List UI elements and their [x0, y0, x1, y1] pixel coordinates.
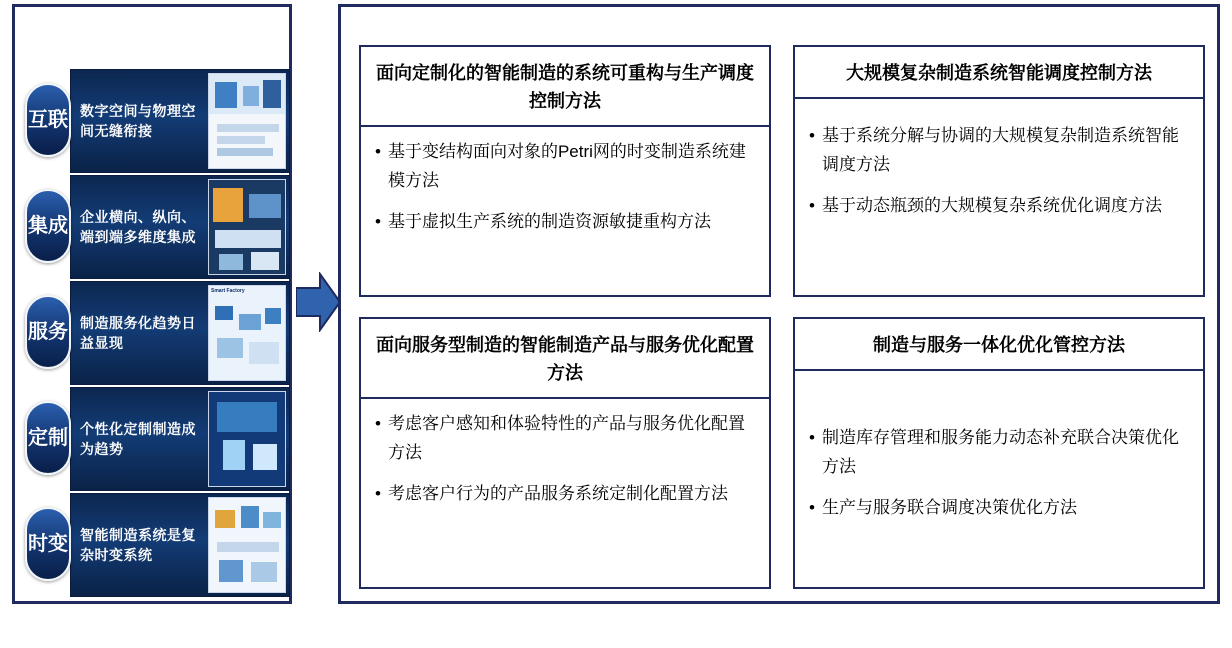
list-item — [809, 121, 1189, 179]
category-pill-fuwu[interactable]: 服务 — [25, 295, 71, 369]
category-pill-jicheng[interactable]: 集成 — [25, 189, 71, 263]
card-body — [361, 399, 769, 530]
list-item-text: 基于系统分解与协调的大规模复杂制造系统智能调度方法 — [821, 126, 1179, 174]
right-arrow-icon — [296, 272, 340, 332]
list-item-text: 基于虚拟生产系统的制造资源敏捷重构方法 — [387, 212, 711, 231]
category-pill-shibian[interactable]: 时变 — [25, 507, 71, 581]
list-item — [809, 493, 1189, 522]
row-thumbnail — [208, 285, 286, 381]
thumbnail-art — [209, 498, 285, 592]
card-large-scale-scheduling[interactable] — [793, 45, 1205, 297]
row-label: 企业横向、纵向、端到端多维度集成 — [80, 209, 196, 245]
row-label: 个性化定制制造成为趋势 — [80, 421, 196, 457]
thumbnail-art — [209, 180, 285, 274]
row-label: 智能制造系统是复杂时变系统 — [80, 527, 196, 563]
bullet-icon: • — [809, 196, 815, 215]
list-item-text: 考虑客户感知和体验特性的产品与服务优化配置方法 — [387, 414, 745, 462]
right-panel — [338, 4, 1220, 604]
left-panel — [12, 4, 292, 604]
card-title: 制造与服务一体化优化管控方法 — [873, 335, 1125, 355]
row-thumbnail — [208, 497, 286, 593]
card-body — [361, 127, 769, 258]
card-reconfiguration-scheduling[interactable] — [359, 45, 771, 297]
left-row-list — [70, 69, 290, 599]
list-item — [809, 191, 1189, 220]
list-item — [375, 479, 755, 508]
row-label: 数字空间与物理空间无缝衔接 — [80, 103, 196, 139]
list-item[interactable] — [70, 69, 290, 173]
category-pill-hulian[interactable]: 互联 — [25, 83, 71, 157]
card-service-oriented-config[interactable] — [359, 317, 771, 589]
bullet-icon: • — [375, 212, 381, 231]
list-item — [809, 423, 1189, 481]
list-item[interactable] — [70, 387, 290, 491]
bullet-icon: • — [375, 142, 381, 161]
bullet-icon: • — [375, 414, 381, 433]
row-thumbnail — [208, 73, 286, 169]
bullet-icon: • — [809, 498, 815, 517]
list-item[interactable] — [70, 493, 290, 597]
thumbnail-caption: Smart Factory — [211, 288, 245, 294]
card-title: 面向服务型制造的智能制造产品与服务优化配置方法 — [376, 335, 754, 383]
list-item — [375, 137, 755, 195]
thumbnail-art — [209, 74, 285, 168]
thumbnail-art — [209, 392, 285, 486]
card-integrated-manufacturing-service[interactable] — [793, 317, 1205, 589]
bullet-icon: • — [375, 484, 381, 503]
category-pill-dingzhi[interactable]: 定制 — [25, 401, 71, 475]
row-label: 制造服务化趋势日益显现 — [80, 315, 196, 351]
row-thumbnail — [208, 179, 286, 275]
bullet-icon: • — [809, 126, 815, 145]
list-item — [375, 409, 755, 467]
list-item-text: 生产与服务联合调度决策优化方法 — [821, 498, 1077, 517]
card-body — [795, 371, 1203, 544]
row-thumbnail — [208, 391, 286, 487]
card-body — [795, 99, 1203, 242]
list-item-text: 考虑客户行为的产品服务系统定制化配置方法 — [387, 484, 728, 503]
list-item-text: 基于动态瓶颈的大规模复杂系统优化调度方法 — [821, 196, 1162, 215]
list-item-text: 制造库存管理和服务能力动态补充联合决策优化方法 — [821, 428, 1179, 476]
thumbnail-art — [209, 286, 285, 380]
bullet-icon: • — [809, 428, 815, 447]
list-item[interactable] — [70, 175, 290, 279]
list-item-text: 基于变结构面向对象的Petri网的时变制造系统建模方法 — [387, 142, 746, 190]
list-item[interactable] — [70, 281, 290, 385]
card-title: 面向定制化的智能制造的系统可重构与生产调度控制方法 — [376, 63, 754, 111]
card-title: 大规模复杂制造系统智能调度控制方法 — [846, 63, 1152, 83]
list-item — [375, 207, 755, 236]
